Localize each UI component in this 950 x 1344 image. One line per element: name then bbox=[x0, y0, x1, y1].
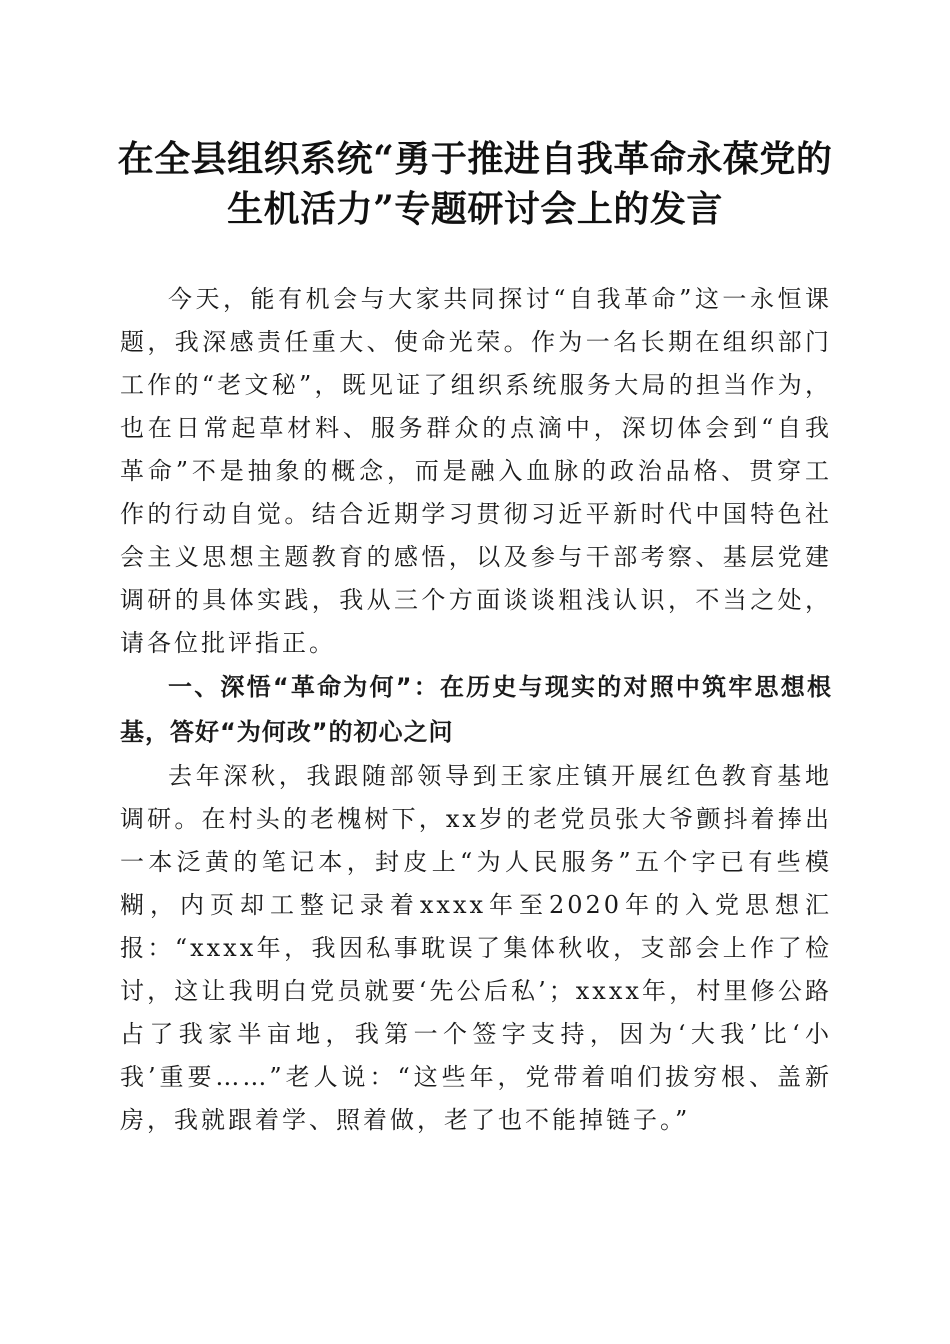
intro-paragraph: 今天，能有机会与大家共同探讨“自我革命”这一永恒课题，我深感责任重大、使命光荣。作为一名长期在组织部门工作的“老文秘”，既见证了组织系统服务大局的担当作为，也在日常起草材料、服务群众的点滴中，深切体会到“自我革命”不是抽象的概念，而是融入血脉的政治品格、贯穿工作的行动自觉。结合近期学习贯彻习近平新时代中国特色社会主义思想主题教育的感悟，以及参与干部考察、基层党建调研的具体实践，我从三个方面谈谈粗浅认识，不当之处，请各位批评指正。 bbox=[120, 285, 832, 657]
title-line-2: 生机活力”专题研讨会上的发言 bbox=[227, 188, 723, 230]
document-title bbox=[100, 134, 850, 234]
document-body bbox=[120, 278, 832, 1142]
title-line-1: 在全县组织系统“勇于推进自我革命永葆党的 bbox=[117, 138, 833, 180]
section-1-heading: 一、深悟“革命为何”：在历史与现实的对照中筑牢思想根基，答好“为何改”的初心之问 bbox=[120, 673, 832, 746]
section-1-paragraph: 去年深秋，我跟随部领导到王家庄镇开展红色教育基地调研。在村头的老槐树下，xx岁的老党员张大爷颤抖着捧出一本泛黄的笔记本，封皮上“为人民服务”五个字已有些模糊，内页却工整记录着xxxx年至2020年的入党思想汇报：“xxxx年，我因私事耽误了集体秋收，支部会上作了检讨，这让我明白党员就要‘先公后私’；xxxx年，村里修公路占了我家半亩地，我第一个签字支持，因为‘大我’比‘小我’重要……”老人说：“这些年，党带着咱们拔穷根、盖新房，我就跟着学、照着做，老了也不能掉链子。” bbox=[120, 762, 832, 1134]
